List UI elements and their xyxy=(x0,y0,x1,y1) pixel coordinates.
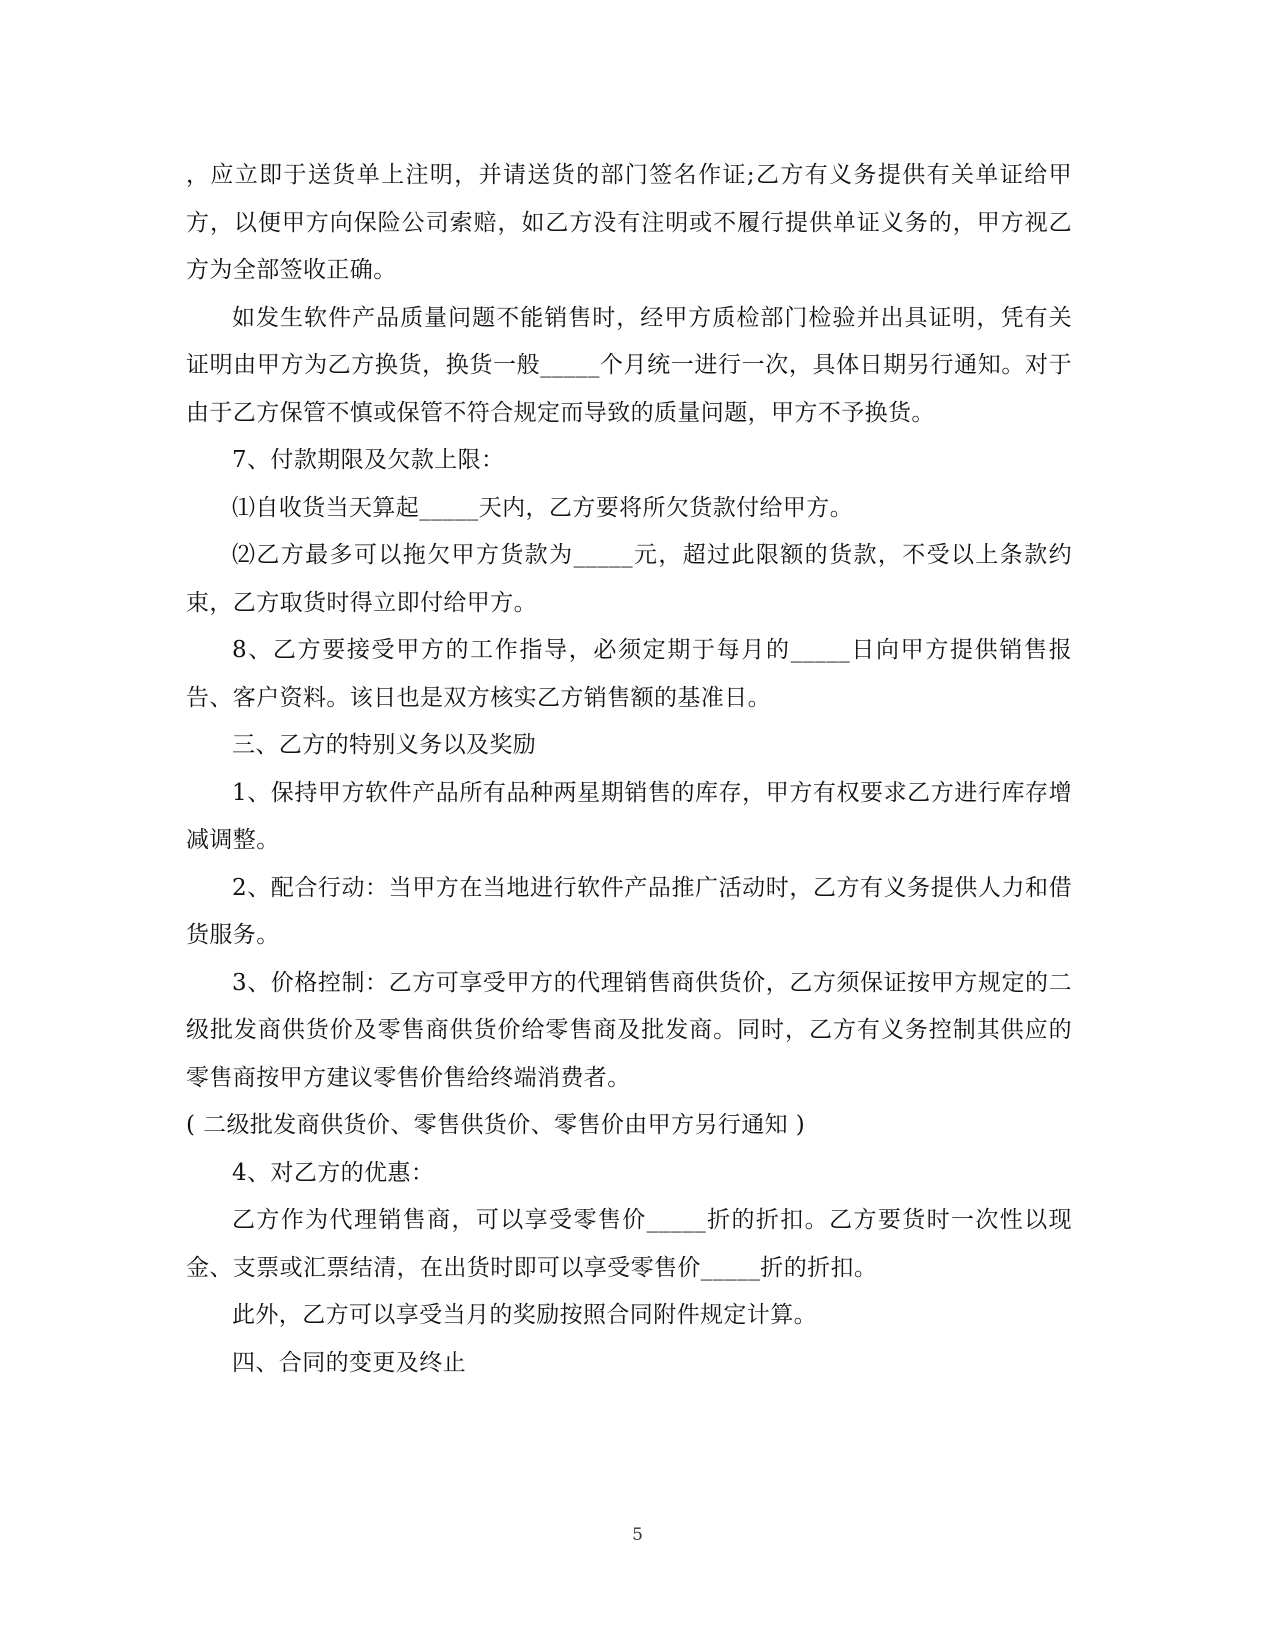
paragraph-section-3-item-4: 4、对乙方的优惠： xyxy=(232,1159,435,1186)
section-heading-3: 三、乙方的特别义务以及奖励 xyxy=(232,732,537,758)
section-heading-4: 四、合同的变更及终止 xyxy=(232,1349,466,1376)
paragraph-reward: 此外，乙方可以享受当月的奖励按照合同附件规定计算。 xyxy=(232,1302,817,1328)
paragraph-continuation: ，应立即于送货单上注明，并请送货的部门签名作证;乙方有义务提供有关单证给甲方，以便甲方向保险公司索赔，如乙方没有注明或不履行提供单证义务的，甲方视乙方为全部签收正确。 xyxy=(186,162,1072,283)
page-number: 5 xyxy=(632,1525,643,1545)
paragraph-quality-exchange: 如发生软件产品质量问题不能销售时，经甲方质检部门检验并出具证明，凭有关证明由甲方为乙方换货，换货一般_____个月统一进行一次，具体日期另行通知。对于由于乙方保管不慎或保管不符合规定而导致的质量问题，甲方不予换货。 xyxy=(186,304,1072,426)
paragraph-price-note: ( 二级批发商供货价、零售供货价、零售价由甲方另行通知 ) xyxy=(186,1112,806,1138)
paragraph-clause-8: 8、乙方要接受甲方的工作指导，必须定期于每月的_____日向甲方提供销售报告、客户资料。该日也是双方核实乙方销售额的基准日。 xyxy=(186,637,1072,711)
paragraph-discount: 乙方作为代理销售商，可以享受零售价_____折的折扣。乙方要货时一次性以现金、支票或汇票结清，在出货时即可以享受零售价_____折的折扣。 xyxy=(186,1207,1072,1281)
paragraph-section-3-item-1: 1、保持甲方软件产品所有品种两星期销售的库存，甲方有权要求乙方进行库存增减调整。 xyxy=(186,779,1072,853)
paragraph-section-3-item-3: 3、价格控制：乙方可享受甲方的代理销售商供货价，乙方须保证按甲方规定的二级批发商供货价及零售商供货价给零售商及批发商。同时，乙方有义务控制其供应的零售商按甲方建议零售价售给终端消费者。 xyxy=(186,969,1072,1091)
document-body xyxy=(186,152,1072,1387)
paragraph-clause-7-2: ⑵乙方最多可以拖欠甲方货款为_____元，超过此限额的货款，不受以上条款约束，乙方取货时得立即付给甲方。 xyxy=(186,542,1072,616)
paragraph-clause-7-1: ⑴自收货当天算起_____天内，乙方要将所欠货款付给甲方。 xyxy=(232,494,854,521)
paragraph-clause-7-heading: 7、付款期限及欠款上限： xyxy=(232,447,505,473)
paragraph-section-3-item-2: 2、配合行动：当甲方在当地进行软件产品推广活动时，乙方有义务提供人力和借货服务。 xyxy=(186,874,1072,948)
